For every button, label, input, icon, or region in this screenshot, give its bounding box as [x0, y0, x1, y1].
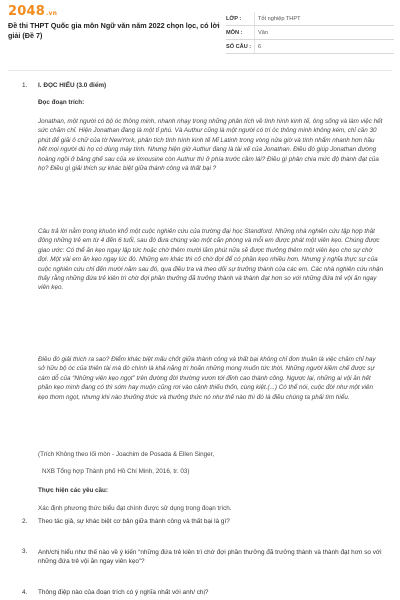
page-header [0, 0, 400, 62]
meta-row-grade [226, 12, 394, 26]
question-number: 4. [22, 589, 28, 596]
meta-label: SỐ CÂU : [226, 43, 252, 50]
meta-row-question-count [226, 40, 394, 54]
header-divider [8, 70, 392, 71]
task-heading: Thực hiện các yêu cầu: [38, 487, 109, 494]
question-text: Anh/chị hiểu như thế nào về ý kiến “những đứa trẻ kiên trì chờ đợi phần thưởng đã trưởng thành và thành đạt hơn so với những đứa trẻ vội ăn ngay viên kẹo”? [38, 549, 382, 566]
document-title: Đề thi THPT Quốc gia môn Ngữ văn năm 2022 chọn lọc, có lời giải (Đề 7) [8, 21, 220, 40]
question-text: Thông điệp nào của đoạn trích có ý nghĩa nhất với anh/ chị? [38, 589, 209, 596]
meta-info-table [226, 12, 394, 54]
meta-value[interactable]: Tốt nghiệp THPT [254, 12, 394, 25]
reading-heading: Đọc đoạn trích: [38, 99, 85, 106]
logo-suffix: .vn [45, 10, 58, 17]
passage-paragraph-2: Câu trả lời nằm trong khuôn khổ một cuộc nghiên cứu của trường đại học Standford. Những nhà nghiên cứu tập hợp thật đông những trẻ em từ 4 đến 6 tuổi, sau đó đưa chúng vào một căn phòng và mỗi em được phát một viên kẹo. Chúng được giao ước: Có thể ăn kẹo ngay lập tức hoặc chờ thêm mười lăm phút nữa sẽ được thưởng thêm một viên kẹo cho sự chờ đợi. Một vài em ăn kẹo ngay lúc đó. Những em khác thì cố chờ đợi để có phần kẹo nhiều hơn. Nhưng ý nghĩa thực sự của cuộc nghiên cứu chỉ đến mười năm sau đó, qua điều tra và theo dõi sự trưởng thành của các em. Các nhà nghiên cứu nhận thấy rằng những đứa trẻ kiên trì chờ đợi phần thưởng đã trưởng thành và thành đạt hơn so với những đứa trẻ vội ăn ngay viên kẹo. [38, 228, 384, 292]
meta-value: 6 [254, 40, 394, 53]
meta-label: LỚP : [226, 15, 242, 22]
question-number: 2. [22, 518, 28, 525]
logo-main: 2048 [8, 4, 45, 19]
meta-row-subject [226, 26, 394, 40]
task-text: Xác định phương thức biểu đạt chính được sử dụng trong đoạn trích. [38, 505, 232, 512]
passage-paragraph-3: Điều đó giải thích ra sao? Điểm khác biệt mấu chốt giữa thành công và thất bại không chỉ đơn thuần là việc chăm chỉ hay sở hữu bộ óc của thiên tài mà đó chính là khả năng trì hoãn những mong muốn tức thời. Những người kiềm chế được sự cám dỗ của “Những viên kẹo ngọt” trên đường đời thường vươn tới đỉnh cao thành công. Ngược lại, những ai vội ăn hết phần kẹo mình đang có thì sớm hay muộn cũng rơi vào cảnh thiếu thốn, cùng kiệt.(...) Có thể nói, cuộc đời như một viên kẹo thơm ngọt, nhưng khi nào thưởng thức và thưởng thức nó như thế nào thì đó là điều chúng ta phải tìm hiểu. [38, 356, 376, 401]
question-text: I. ĐỌC HIỂU (3.0 điểm) [38, 82, 107, 89]
site-logo[interactable] [8, 4, 57, 19]
meta-label: MÔN : [226, 29, 243, 36]
question-number: 1. [22, 82, 28, 89]
passage-paragraph-1: Jonathan, một người có bộ óc thông minh, nhanh nhạy trong những phân tích về tình hình kinh tế, ông sống và làm việc hết sức chăm chỉ. Hiện Jonathan đang là một tỉ phú. Và Authur cũng là một người có trí óc thông minh không kém, chỉ cần 30 phút để giải ô chữ của tờ NewYork, phân tích tình hình kinh tế Mĩ Latinh trong vòng nửa giờ và tính nhẩm nhanh hơn hầu hết mọi người dù họ có dùng máy tính. Nhưng hiện giờ Authur đang là tài xế của Jonathan. Điều đó giúp Jonathan đường hoàng ngồi ở băng ghế sau của xe limousine còn Authur thì ở phía trước cầm lái? Điều gì phân chia mức độ thành đạt của họ? Điều gì giải thích sự khác biệt giữa thành công và thất bại ? [38, 118, 383, 173]
question-number: 3. [22, 548, 28, 555]
meta-value[interactable]: Văn [254, 26, 394, 39]
question-text: Theo tác giả, sự khác biệt cơ bản giữa thành công và thất bại là gì? [38, 518, 230, 525]
source-line-2: NXB Tổng hợp Thành phố Hồ Chí Minh, 2016, tr. 03) [42, 468, 190, 475]
source-line-1: (Trích Không theo lối mòn - Joachim de Posada & Ellen Singer, [38, 451, 215, 458]
